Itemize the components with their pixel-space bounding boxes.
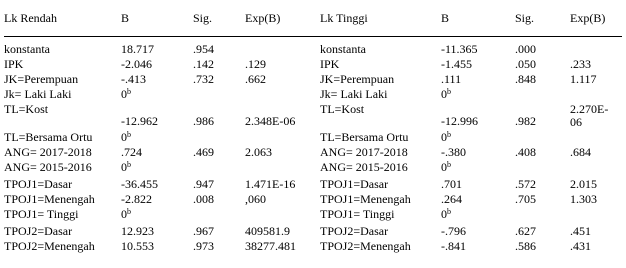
header-expb-right: Exp(B) (570, 11, 606, 25)
table-row (4, 87, 622, 102)
right-expb-value: .233 (570, 57, 591, 71)
left-variable: konstanta (4, 42, 50, 56)
left-variable: TPOJ1=Dasar (4, 177, 73, 191)
table-row (4, 130, 622, 145)
left-b-value: -36.455 (121, 177, 158, 191)
table-row (4, 57, 622, 72)
left-expb-value: 2.063 (245, 145, 272, 159)
left-b-value (121, 207, 131, 222)
right-sig-value: .572 (515, 177, 536, 191)
left-variable: TL=Bersama Ortu (4, 130, 93, 144)
left-expb-value: .662 (245, 72, 266, 86)
right-sig-value: .408 (515, 145, 536, 159)
right-expb-value: .431 (570, 239, 591, 253)
right-variable: TPOJ1= Tinggi (320, 207, 395, 221)
right-b-value: -11.365 (441, 42, 478, 56)
table-row (4, 222, 622, 239)
right-variable: TPOJ2=Dasar (320, 224, 389, 238)
header-b-right: B (441, 11, 450, 25)
right-variable: Jk= Laki Laki (320, 87, 388, 101)
left-sig-value: .967 (193, 224, 214, 238)
left-variable: TPOJ1=Menengah (4, 192, 95, 206)
right-variable: konstanta (320, 42, 366, 56)
right-b-value: -12.996 (441, 114, 478, 128)
left-b-value: 12.923 (121, 224, 154, 238)
table-row (4, 192, 622, 207)
right-sig-value: .982 (515, 114, 536, 128)
left-variable: ANG= 2015-2016 (4, 160, 92, 174)
right-b-value: .264 (441, 192, 462, 206)
table-row (4, 207, 622, 222)
left-sig-value: .947 (193, 177, 214, 191)
right-sig-value: .000 (515, 42, 536, 56)
right-b-value: .701 (441, 177, 462, 191)
left-variable: IPK (4, 57, 24, 71)
left-b-value: 18.717 (121, 42, 154, 56)
right-variable: TPOJ2=Menengah (320, 239, 411, 253)
table-row (4, 42, 622, 57)
right-variable: TL=Bersama Ortu (320, 130, 409, 144)
left-sig-value: .973 (193, 239, 214, 253)
left-expb-value: 1.471E-16 (245, 177, 296, 191)
right-b-value (441, 207, 451, 222)
right-b-number: 0 (441, 87, 447, 101)
right-b-value (441, 130, 451, 145)
left-sig-value: .954 (193, 42, 214, 56)
left-b-value (121, 130, 131, 145)
left-b-value (121, 160, 131, 175)
left-b-number: 0 (121, 130, 127, 144)
right-variable: TPOJ1=Menengah (320, 192, 411, 206)
header-b-left: B (121, 11, 130, 25)
left-sig-value: .732 (193, 72, 214, 86)
left-sig-value: .986 (193, 114, 214, 128)
right-variable: JK=Perempuan (320, 72, 395, 86)
left-b-number: 0 (121, 160, 127, 174)
left-b-value: -.413 (121, 72, 146, 86)
right-b-number: 0 (441, 207, 447, 221)
left-variable: Jk= Laki Laki (4, 87, 72, 101)
footnote-marker: b (447, 87, 451, 96)
left-b-value: .724 (121, 145, 142, 159)
header-lk-rendah: Lk Rendah (4, 11, 57, 25)
footnote-marker: b (447, 207, 451, 216)
right-variable: TL=Kost (320, 102, 365, 116)
left-variable: TPOJ2=Menengah (4, 239, 95, 253)
footnote-marker: b (447, 160, 451, 169)
left-b-value: -12.962 (121, 114, 158, 128)
left-sig-value: .008 (193, 192, 214, 206)
left-sig-value: .469 (193, 145, 214, 159)
right-b-value: -.380 (441, 145, 466, 159)
right-sig-value: .627 (515, 224, 536, 238)
left-variable: ANG= 2017-2018 (4, 145, 92, 159)
right-expb-value: 1.117 (570, 72, 597, 86)
left-b-value: -2.046 (121, 57, 152, 71)
left-b-number: 0 (121, 87, 127, 101)
right-b-number: 0 (441, 160, 447, 174)
left-variable: TPOJ1= Tinggi (4, 207, 79, 221)
table-header (4, 0, 622, 37)
left-b-value (121, 87, 131, 102)
header-sig-left: Sig. (193, 11, 213, 25)
left-variable: TL=Kost (4, 102, 49, 116)
table-row (4, 145, 622, 160)
regression-table (4, 0, 622, 254)
table-row (4, 102, 622, 130)
left-expb-value: 409581.9 (245, 224, 290, 238)
footnote-marker: b (127, 130, 131, 139)
right-b-number: 0 (441, 130, 447, 144)
right-expb-value: 2.270E-06 (570, 102, 609, 129)
left-b-value: -2.822 (121, 192, 152, 206)
right-b-value: .111 (441, 72, 462, 86)
right-b-value (441, 87, 451, 102)
left-expb-value: .129 (245, 57, 266, 71)
left-expb-value: 38277.481 (245, 239, 296, 253)
left-sig-value: .142 (193, 57, 214, 71)
right-sig-value: .050 (515, 57, 536, 71)
left-b-number: 0 (121, 207, 127, 221)
table-row (4, 160, 622, 175)
right-sig-value: .848 (515, 72, 536, 86)
left-b-value: 10.553 (121, 239, 154, 253)
left-variable: JK=Perempuan (4, 72, 79, 86)
right-variable: IPK (320, 57, 340, 71)
right-b-value: -.796 (441, 224, 466, 238)
right-expb-value: .684 (570, 145, 591, 159)
left-expb-value: 2.348E-06 (245, 114, 296, 128)
footnote-marker: b (127, 207, 131, 216)
header-sig-right: Sig. (515, 11, 535, 25)
right-sig-value: .586 (515, 239, 536, 253)
table-row (4, 72, 622, 87)
right-expb-value: .451 (570, 224, 591, 238)
right-variable: ANG= 2017-2018 (320, 145, 408, 159)
header-lk-tinggi: Lk Tinggi (320, 11, 368, 25)
right-b-value: -.841 (441, 239, 466, 253)
right-variable: TPOJ1=Dasar (320, 177, 389, 191)
left-variable: TPOJ2=Dasar (4, 224, 73, 238)
table-row (4, 175, 622, 192)
footnote-marker: b (127, 87, 131, 96)
right-sig-value: .705 (515, 192, 536, 206)
table-row (4, 239, 622, 254)
right-expb-value: 2.015 (570, 177, 597, 191)
right-expb-value: 1.303 (570, 192, 597, 206)
right-variable: ANG= 2015-2016 (320, 160, 408, 174)
footnote-marker: b (447, 130, 451, 139)
right-b-value: -1.455 (441, 57, 472, 71)
left-expb-value: ,060 (245, 192, 266, 206)
header-expb-left: Exp(B) (245, 11, 281, 25)
footnote-marker: b (127, 160, 131, 169)
right-b-value (441, 160, 451, 175)
